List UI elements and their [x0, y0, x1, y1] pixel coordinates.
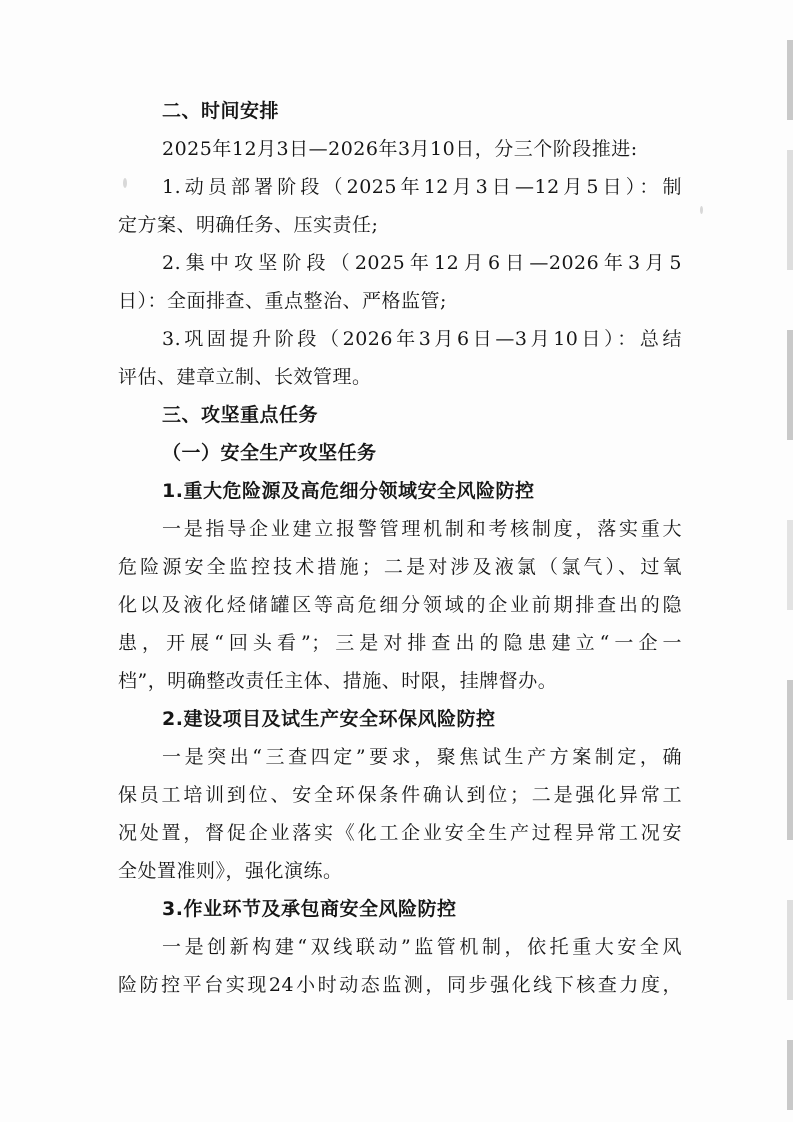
section-heading-time-arrangement: 二、时间安排 — [162, 100, 280, 122]
scan-speck — [700, 206, 703, 214]
phase2-line2: 日）：全面排查、重点整治、严格监管; — [118, 290, 447, 312]
scan-edge-shadow — [787, 1040, 793, 1110]
scan-edge-shadow — [787, 330, 793, 440]
item2-heading: 2.建设项目及试生产安全环保风险防控 — [162, 708, 496, 730]
scan-edge-shadow — [787, 520, 793, 610]
phase1-line2: 定方案、明确任务、压实责任; — [118, 214, 379, 236]
scan-edge-shadow — [787, 900, 793, 1000]
item3-paragraph-line2: 险防控平台实现24小时动态监测，同步强化线下核查力度， — [118, 974, 682, 996]
item2-paragraph-line3: 况处置，督促企业落实《化工企业安全生产过程异常工况安 — [118, 822, 682, 844]
phase3-line2: 评估、建章立制、长效管理。 — [118, 366, 372, 388]
item1-heading: 1.重大危险源及高危细分领域安全风险防控 — [162, 480, 535, 502]
scan-speck — [123, 178, 127, 188]
phase1-line1: 1.动员部署阶段（2025年12月3日—12月5日）：制 — [162, 176, 682, 198]
section-heading-key-tasks: 三、攻坚重点任务 — [162, 404, 319, 426]
item1-paragraph-line2: 危险源安全监控技术措施；二是对涉及液氯（氯气）、过氧 — [118, 556, 682, 578]
item2-paragraph-line4: 全处置准则》，强化演练。 — [118, 860, 343, 882]
phase3-line1: 3.巩固提升阶段（2026年3月6日—3月10日）：总结 — [162, 328, 682, 350]
item2-paragraph-line1: 一是突出“三查四定”要求，聚焦试生产方案制定，确 — [162, 746, 682, 768]
item1-paragraph-line3: 化以及液化烃储罐区等高危细分领域的企业前期排查出的隐 — [118, 594, 682, 616]
item3-paragraph-line1: 一是创新构建“双线联动”监管机制，依托重大安全风 — [162, 936, 682, 958]
item3-heading: 3.作业环节及承包商安全风险防控 — [162, 898, 457, 920]
scan-edge-shadow — [787, 40, 793, 120]
phase2-line1: 2.集中攻坚阶段（2025年12月6日—2026年3月5 — [162, 252, 682, 274]
subsection-heading-safety: （一）安全生产攻坚任务 — [162, 442, 377, 464]
scan-edge-shadow — [787, 680, 793, 840]
item1-paragraph-line1: 一是指导企业建立报警管理机制和考核制度，落实重大 — [162, 518, 682, 540]
item1-paragraph-line5: 档”，明确整改责任主体、措施、时限，挂牌督办。 — [118, 670, 558, 692]
scan-edge-shadow — [787, 150, 793, 270]
timeline-intro: 2025年12月3日—2026年3月10日，分三个阶段推进: — [162, 138, 638, 160]
item2-paragraph-line2: 保员工培训到位、安全环保条件确认到位；二是强化异常工 — [118, 784, 682, 806]
item1-paragraph-line4: 患，开展“回头看”；三是对排查出的隐患建立“一企一 — [118, 632, 682, 654]
